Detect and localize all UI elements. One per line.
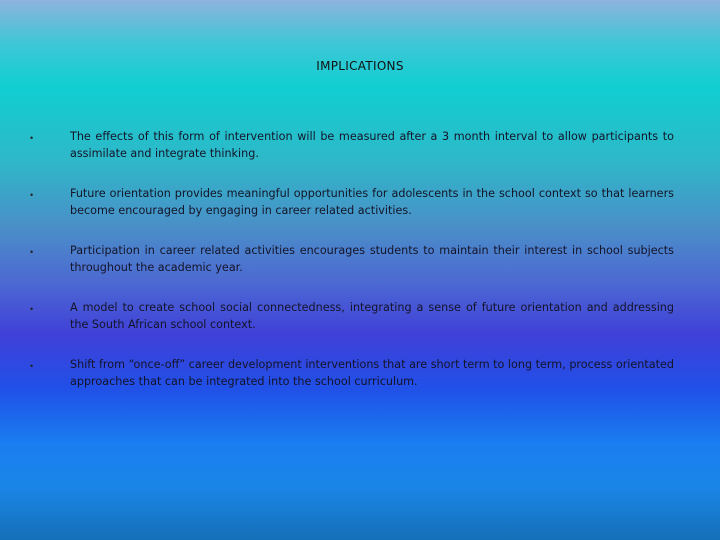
bullet-item — [30, 128, 674, 185]
bullet-text: The effects of this form of intervention will be measured after a 3 month interval to allow participants to assimilate and integrate thinking. — [70, 130, 674, 160]
bullet-icon: • — [30, 361, 34, 371]
bullet-icon: • — [30, 247, 34, 257]
bullet-icon: • — [30, 133, 34, 143]
bullet-item — [30, 299, 674, 356]
bullet-icon: • — [30, 190, 34, 200]
bullet-text: Participation in career related activities encourages students to maintain their interest in school subjects throughout the academic year. — [70, 244, 674, 274]
bullet-item — [30, 185, 674, 242]
bullet-icon: • — [30, 304, 34, 314]
bullet-text: Shift from “once-off” career development interventions that are short term to long term, process orientated approaches that can be integrated into the school curriculum. — [70, 358, 675, 388]
bullet-text: Future orientation provides meaningful opportunities for adolescents in the school context so that learners become encouraged by engaging in career related activities. — [70, 187, 674, 217]
bullet-list — [30, 128, 674, 413]
slide-title: IMPLICATIONS — [316, 59, 404, 73]
bullet-item — [30, 242, 674, 299]
bullet-text: A model to create school social connectedness, integrating a sense of future orientation and addressing the South African school context. — [70, 301, 674, 331]
bullet-item — [30, 356, 674, 413]
